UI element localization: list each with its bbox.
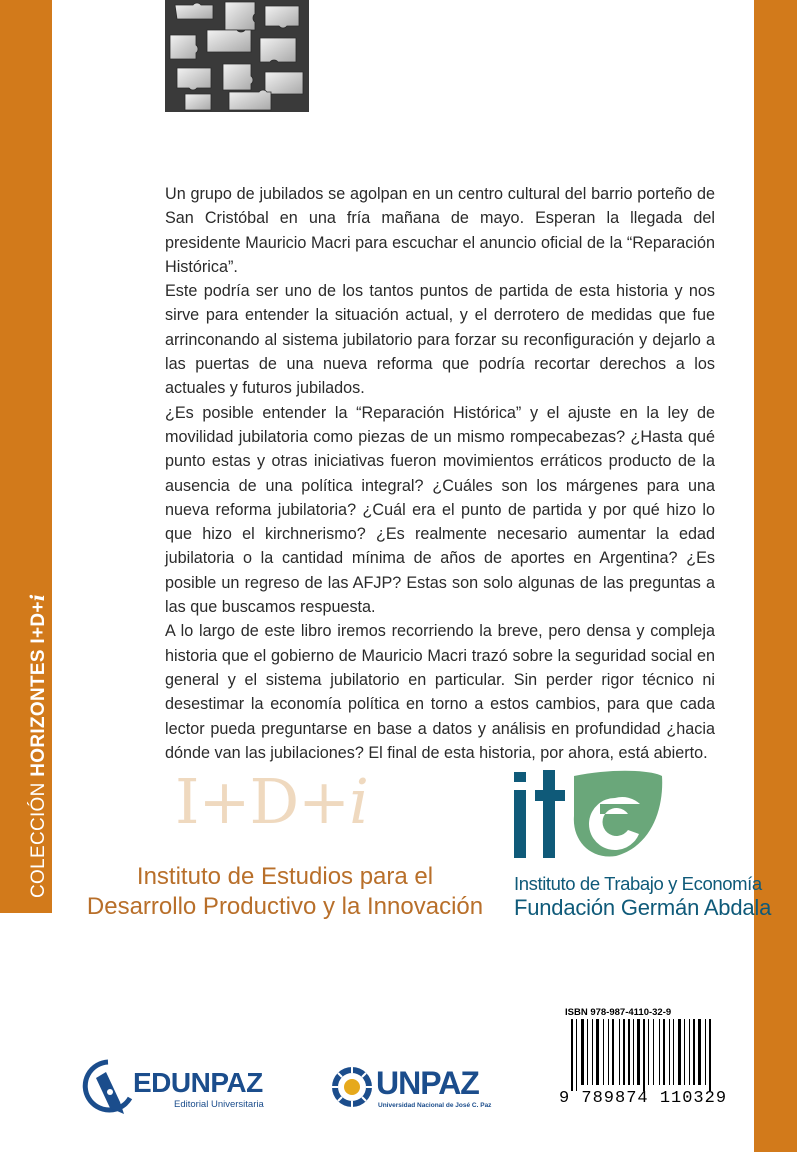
unpaz-subtitle: Universidad Nacional de José C. Paz [378,1102,492,1109]
barcode-bar [637,1019,640,1085]
edunpaz-pen-icon [80,1058,136,1118]
idi-logo-italic: i [349,765,368,838]
blurb-paragraph-4: A lo largo de este libro iremos recorriendo la breve, pero densa y compleja historia que el gobierno de Mauricio Macri trazó sobre la seguridad social en general y el sistema jubilatorio en particular. Sin perder rigor técnico ni desestimar la economía política en torno a estos cambios, para que cada lector pueda preguntarse en base a datos y análisis en profundidad ¿hacia dónde van las jubilaciones? El final de esta historia, por ahora, está abierto. [165,622,715,762]
barcode-bar [592,1019,593,1085]
collection-spine-label [26,594,51,898]
blurb-paragraph-3: ¿Es posible entender la “Reparación Histórica” y el ajuste en la ley de movilidad jubilatoria como piezas de un mismo rompecabezas? ¿Hasta qué punto estas y otras iniciativas fueron movimientos erráticos producto de la ausencia de una política integral? ¿Cuáles son los márgenes para una nueva reforma jubilatoria? ¿Cuál era el punto de partida y por qué hizo lo que hizo el kirchnerismo? ¿Es realmente necesario aumentar la edad jubilatoria o la cantidad mínima de años de aportes en Argentina? ¿Es posible un regreso de las AFJP? Estas son solo algunas de las preguntas a las que buscamos respuesta. [165,403,715,617]
barcode-bar [698,1019,701,1085]
puzzle-pieces-photo [165,0,309,112]
ite-institute-name [514,873,771,921]
ite-i-stem [514,790,526,858]
blurb-paragraph-1: Un grupo de jubilados se agolpan en un centro cultural del barrio porteño de San Cristóbal en una fría mañana de mayo. Esperan la llegada del presidente Mauricio Macri para escuchar el anuncio oficial de la “Reparación Histórica”. [165,185,715,276]
barcode-bar [648,1019,649,1085]
collection-name-italic: i [27,593,49,602]
barcode-bar [608,1019,609,1085]
right-edge-band [754,0,797,1152]
blurb-paragraph-2: Este podría ser uno de los tantos puntos de partida de esta historia y nos sirve para entender la situación actual, y el derrotero de medidas que fue arrinconando al sistema jubilatorio para forzar su reconfiguración y dejarlo a las puertas de una nueva reforma que podría recortar derechos a los actuales y futuros jubilados. [165,282,715,398]
barcode-bar [689,1019,690,1085]
barcode-bar [571,1019,573,1091]
ite-t-stem [543,770,555,858]
barcode-bar [633,1019,634,1085]
collection-prefix: COLECCIÓN [28,782,49,898]
barcode-bar [684,1019,685,1085]
idi-logo-main: I+D+ [175,765,350,838]
edunpaz-logo [80,1058,280,1118]
ite-i-dot [514,772,526,782]
unpaz-seal-icon [330,1065,374,1109]
barcode-bar [587,1019,588,1085]
barcode-bar [623,1019,625,1085]
idi-institute-name [70,862,500,922]
barcode-bar [628,1019,630,1085]
barcode-bar [643,1019,645,1091]
barcode-bar [705,1019,706,1085]
barcode-bar [596,1019,599,1085]
barcode-bar [619,1019,620,1085]
idi-institute-line-1: Instituto de Estudios para el [136,863,434,890]
barcode-bar [581,1019,584,1085]
barcode-bar [678,1019,681,1085]
barcode-bar [612,1019,614,1085]
barcode-bar [659,1019,660,1085]
idi-logo [175,767,368,837]
barcode-bar [669,1019,670,1085]
barcode-bar [603,1019,604,1085]
ite-t-bar [535,790,565,801]
unpaz-logo [330,1065,505,1115]
back-cover-blurb [165,182,715,765]
collection-name: HORIZONTES I+D+ [28,601,49,777]
ite-line-1: Instituto de Trabajo y Economía [514,873,762,894]
idi-institute-line-2: Desarrollo Productivo y la Innovación [86,893,484,920]
isbn-digits: 9 789874 110329 [559,1089,728,1108]
isbn-label: ISBN 978-987-4110-32-9 [565,1007,672,1018]
barcode-bar [709,1019,711,1091]
barcode-bar [576,1019,577,1091]
ite-logo [512,768,727,868]
barcode-bar [673,1019,674,1085]
edunpaz-name: EDUNPAZ [133,1067,263,1098]
barcode-bar [663,1019,665,1085]
edunpaz-subtitle: Editorial Universitaria [174,1099,264,1110]
barcode-bar [693,1019,695,1085]
ite-line-2: Fundación Germán Abdala [514,895,772,920]
unpaz-name: UNPAZ [376,1065,479,1101]
barcode-bar [653,1019,654,1085]
puzzle-image [165,0,309,112]
barcode-image [561,1019,737,1091]
isbn-barcode-block [559,1005,739,1140]
